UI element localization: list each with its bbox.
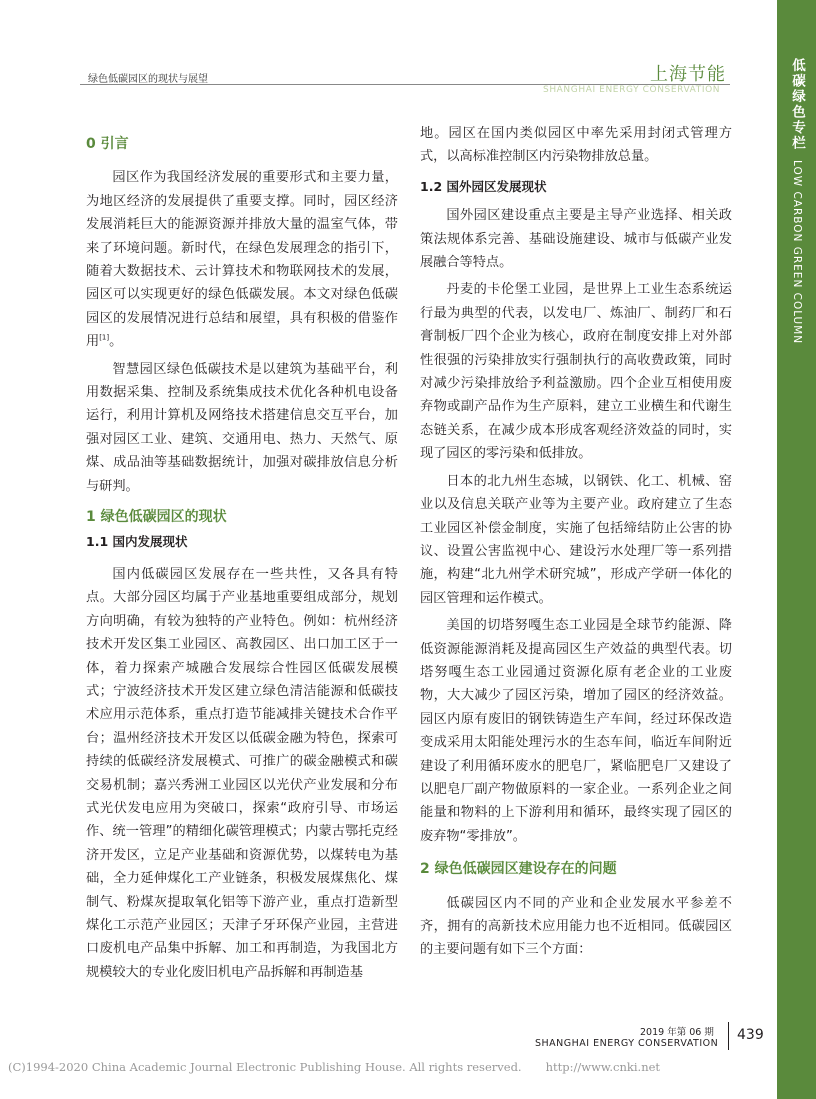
side-tab-title-en: LOW CARBON GREEN COLUMN: [791, 160, 803, 345]
running-header: 绿色低碳园区的现状与展望: [88, 74, 208, 85]
publisher-url[interactable]: http://www.cnki.net: [545, 1060, 661, 1074]
foreign-intro-paragraph: 国外园区建设重点主要是主导产业选择、相关政策法规体系完善、基础设施建设、城市与低碳产业发展融合等特点。: [420, 208, 732, 271]
footer-divider: [728, 1022, 729, 1050]
journal-brand-en: SHANGHAI ENERGY CONSERVATION: [543, 85, 721, 95]
right-column: [420, 122, 732, 962]
subsection-heading-domestic: 1.1 国内发展现状: [86, 533, 188, 549]
issue-label: 2019 年第 06 期: [640, 1027, 714, 1038]
page-number: 439: [737, 1027, 764, 1043]
problems-paragraph: 低碳园区内不同的产业和企业发展水平参差不齐，拥有的高新技术应用能力也不近相同。低碳园区的主要问题有如下三个方面：: [420, 895, 732, 958]
citation-ref: [1]: [99, 333, 110, 342]
journal-brand-cn: 上海节能: [650, 64, 726, 85]
copyright-line: [8, 1060, 688, 1074]
denmark-paragraph: 丹麦的卡伦堡工业园，是世界上工业生态系统运行最为典型的代表，以发电厂、炼油厂、制药厂和石膏制板厂四个企业为核心，政府在制度安排上对外部性很强的污染排放实行强制执行的高收费政策，同时对减少污染排放给予利益激励。四个企业互相使用废弃物或副产品作为生产原料，建立工业横生和代谢生态链关系，在减少成本形成客观经济效益的同时，实现了园区的零污染和低排放。: [420, 282, 732, 462]
intro-paragraph-1: 园区作为我国经济发展的重要形式和主要力量，为地区经济的发展提供了重要支撑。同时，园区经济发展消耗巨大的能源资源并排放大量的温室气体，带来了环境问题。新时代，在绿色发展理念的指引下，随着大数据技术、云计算技术和物联网技术的发展，园区可以实现更好的绿色低碳发展。本文对绿色低碳园区的发展情况进行总结和展望，具有积极的借鉴作用[1]。: [86, 170, 398, 350]
footer-journal-name: SHANGHAI ENERGY CONSERVATION: [535, 1038, 719, 1049]
section-heading-introduction: 0 引言: [86, 136, 129, 152]
domestic-paragraph-continued: 地。园区在国内类似园区中率先采用封闭式管理方式，以高标准控制区内污染物排放总量。: [420, 126, 732, 165]
header-rule: [80, 84, 730, 85]
side-tab-title-cn: 低碳绿色专栏: [789, 58, 805, 151]
domestic-paragraph: 国内低碳园区发展存在一些共性，又各具有特点。大部分园区均属于产业基地重要组成部分，规划方向明确，有较为独特的产业特色。例如：杭州经济技术开发区集工业园区、高教园区、出口加工区于一体，着力探索产城融合发展综合性园区低碳发展模式；宁波经济技术开发区建立绿色清洁能源和低碳技术应用示范体系，重点打造节能减排关键技术合作平台；温州经济技术开发区以低碳金融为特色，探索可持续的低碳经济发展模式、可推广的碳金融模式和碳交易机制；嘉兴秀洲工业园区以光伏产业发展和分布式光伏发电应用为突破口，探索“政府引导、市场运作、统一管理”的精细化碳管理模式；内蒙古鄂托克经济开发区，立足产业基础和资源优势，以煤转电为基础，全力延伸煤化工产业链条，积极发展煤焦化、煤制气、粉煤灰提取氧化铝等下游产业，重点打造新型煤化工示范产业园区；天津子牙环保产业园，主营进口废机电产品集中拆解、加工和再制造，为我国北方规模较大的专业化废旧机电产品拆解和再制造基: [86, 566, 398, 980]
japan-paragraph: 日本的北九州生态城，以钢铁、化工、机械、窑业以及信息关联产业等为主要产业。政府建立了生态工业园区补偿金制度，实施了包括缔结防止公害的协议、设置公害监视中心、建设污水处理厂等一系列措施，构建“北九州学术研究城”，形成产学研一体化的园区管理和运作模式。: [420, 473, 732, 606]
copyright-text: (C)1994-2020 China Academic Journal Electronic Publishing House. All rights reserved.: [8, 1060, 522, 1074]
intro-paragraph-2: 智慧园区绿色低碳技术是以建筑为基础平台，利用数据采集、控制及系统集成技术优化各种机电设备运行，利用计算机及网络技术搭建信息交互平台，加强对园区工业、建筑、交通用电、热力、天然气、原煤、成品油等基础数据统计，加强对碳排放信息分析与研判。: [86, 361, 398, 494]
section-heading-status: 1 绿色低碳园区的现状: [86, 509, 227, 526]
usa-paragraph: 美国的切塔努嘎生态工业园是全球节约能源、降低资源能源消耗及提高园区生产效益的典型代表。切塔努嘎生态工业园通过资源化原有老企业的工业废物，大大减少了园区污染，增加了园区的经济效益。园区内原有废旧的钢铁铸造生产车间，经过环保改造变成采用太阳能处理污水的生态车间，临近车间附近建设了利用循环废水的肥皂厂，紧临肥皂厂又建设了以肥皂厂副产物做原料的一家企业。一系列企业之间能量和物料的上下游利用和循环，最终实现了园区的废弃物“零排放”。: [420, 618, 732, 844]
left-column: [86, 122, 398, 984]
subsection-heading-foreign: 1.2 国外园区发展现状: [420, 178, 547, 194]
section-heading-problems: 2 绿色低碳园区建设存在的问题: [420, 861, 617, 878]
